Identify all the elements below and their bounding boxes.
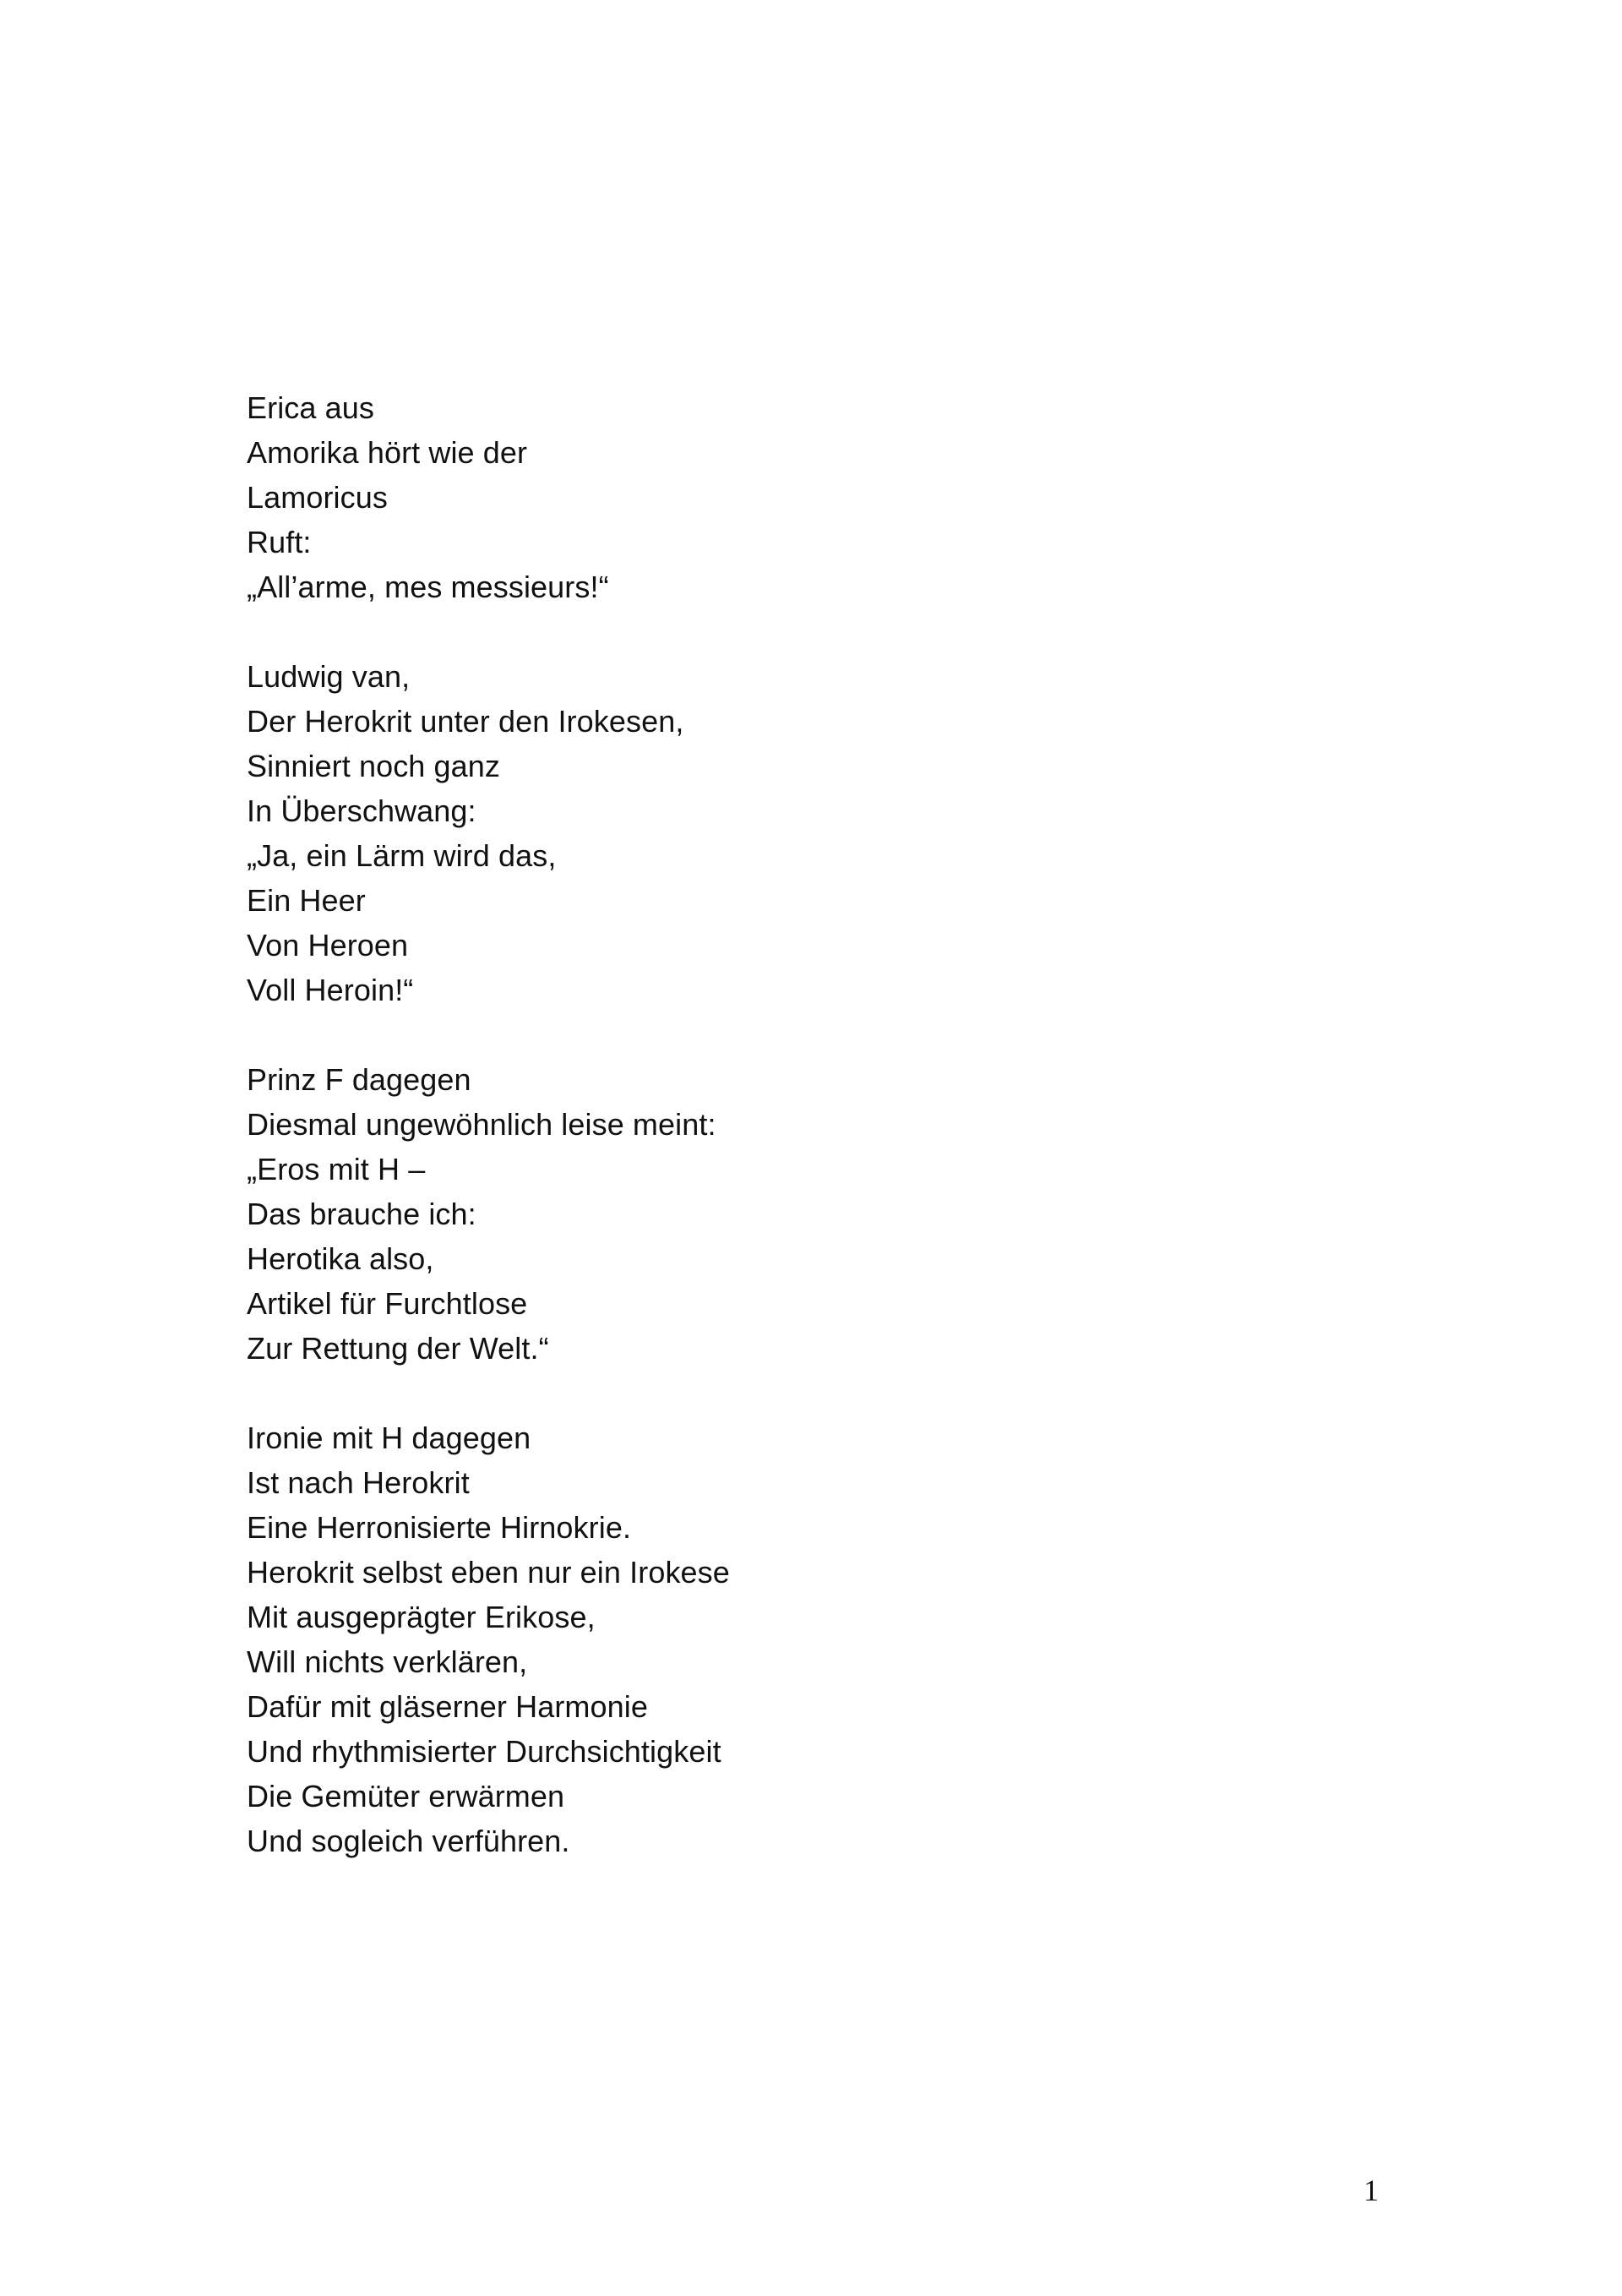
poem-line: Eine Herronisierte Hirnokrie.: [247, 1510, 632, 1545]
poem-line: Der Herokrit unter den Irokesen,: [247, 704, 684, 739]
poem-line: Zur Rettung der Welt.“: [247, 1331, 549, 1366]
poem-line: Dafür mit gläserner Harmonie: [247, 1689, 648, 1724]
poem-line: Von Heroen: [247, 928, 409, 963]
poem-line: In Überschwang:: [247, 794, 476, 828]
poem-line: Ironie mit H dagegen: [247, 1421, 531, 1455]
poem-line: „Eros mit H –: [247, 1152, 426, 1186]
poem-line: Diesmal ungewöhnlich leise meint:: [247, 1107, 716, 1142]
poem-line: Und sogleich verführen.: [247, 1824, 570, 1858]
poem-line: Ruft:: [247, 525, 312, 559]
poem-line: Herotika also,: [247, 1241, 434, 1276]
page-number: 1: [1363, 2173, 1379, 2207]
poem-line: Ein Heer: [247, 883, 366, 918]
poem-line: Sinniert noch ganz: [247, 749, 500, 783]
poem: [247, 385, 1260, 1908]
poem-line: Artikel für Furchtlose: [247, 1286, 528, 1321]
poem-line: Mit ausgeprägter Erikose,: [247, 1600, 596, 1634]
stanza-3: [247, 1057, 1260, 1371]
poem-line: Erica aus: [247, 390, 374, 425]
poem-line: Voll Heroin!“: [247, 973, 414, 1007]
poem-line: Lamoricus: [247, 480, 388, 515]
poem-line: Ist nach Herokrit: [247, 1465, 470, 1500]
stanza-4: [247, 1415, 1260, 1863]
poem-line: Die Gemüter erwärmen: [247, 1779, 565, 1813]
poem-line: Prinz F dagegen: [247, 1062, 471, 1097]
stanza-2: [247, 654, 1260, 1012]
stanza-1: [247, 385, 1260, 609]
poem-line: „Ja, ein Lärm wird das,: [247, 838, 557, 873]
poem-line: Ludwig van,: [247, 659, 411, 694]
poem-line: Herokrit selbst eben nur ein Irokese: [247, 1555, 730, 1590]
poem-line: Amorika hört wie der: [247, 435, 528, 470]
poem-line: Und rhythmisierter Durchsichtigkeit: [247, 1734, 721, 1769]
poem-line: „All’arme, mes messieurs!“: [247, 570, 609, 604]
poem-line: Will nichts verklären,: [247, 1644, 528, 1679]
poem-line: Das brauche ich:: [247, 1197, 476, 1231]
